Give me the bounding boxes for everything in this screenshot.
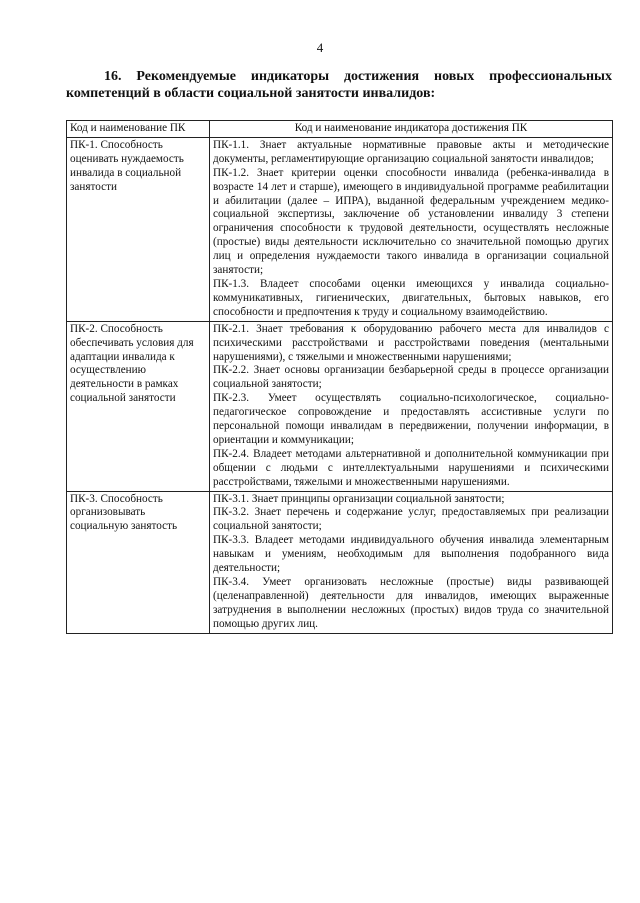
table-row (67, 137, 613, 321)
indicator-list (210, 491, 613, 633)
competency-name: ПК-3. Способность организовывать социальную занятость (67, 491, 210, 633)
section-heading: 16. Рекомендуемые индикаторы достижения новых профессиональных компетенций в области социальной занятости инвалидов: (66, 69, 612, 101)
competency-name: ПК-2. Способность обеспечивать условия для адаптации инвалида к осуществлению деятельности в рамках социальной занятости (67, 321, 210, 491)
indicator-item: ПК-3.1. Знает принципы организации социальной занятости; (213, 492, 505, 505)
indicator-list (210, 321, 613, 491)
table-row (67, 491, 613, 633)
indicator-item: ПК-2.2. Знает основы организации безбарьерной среды в процессе организации социальной занятости; (213, 364, 609, 391)
indicator-item: ПК-2.4. Владеет методами альтернативной и дополнительной коммуникации при общении с людьми с интеллектуальными нарушениями и психическими расстройствами, тяжелыми и множественными нарушениями. (213, 447, 609, 488)
indicators-table (66, 120, 613, 634)
table-row (67, 321, 613, 491)
competency-name: ПК-1. Способность оценивать нуждаемость инвалида в социальной занятости (67, 137, 210, 321)
indicator-list (210, 137, 613, 321)
indicator-item: ПК-2.1. Знает требования к оборудованию рабочего места для инвалидов с психическими расстройствами и расстройствами поведения (ментальными нарушениями), с тяжелыми и множественными нарушениями; (213, 322, 609, 363)
indicator-item: ПК-2.3. Умеет осуществлять социально-психологическое, социально-педагогическое сопровождение и предоставлять ассистивные услуги по персональной помощи инвалидам в передвижении, получении информации, в ориентации и коммуникации; (213, 392, 609, 446)
table-header-row (67, 121, 613, 138)
indicator-item: ПК-3.2. Знает перечень и содержание услуг, предоставляемых при реализации социальной занятости; (213, 506, 609, 533)
header-indicator: Код и наименование индикатора достижения ПК (210, 121, 613, 138)
indicator-item: ПК-1.1. Знает актуальные нормативные правовые акты и методические документы, регламентирующие организацию социальной занятости инвалидов; (213, 138, 609, 165)
indicator-item: ПК-1.2. Знает критерии оценки способности инвалида (ребенка-инвалида в возрасте 14 лет и старше), имеющего в индивидуальной программе реабилитации и абилитации (далее – ИПРА), выданной федеральным учреждением медико-социальной экспертизы, заключение об установлении инвалиду 3 степени ограничения способности к трудовой деятельности, осуществлять несложные (простые) виды деятельности исключительно со значительной помощью других лиц и определения нуждаемости такого инвалида в организации социальной занятости; (213, 166, 609, 277)
indicator-item: ПК-3.3. Владеет методами индивидуального обучения инвалида элементарным навыкам и умениям, необходимым для выполнения подобранного вида деятельности; (213, 534, 609, 575)
page-number: 4 (316, 40, 324, 55)
header-competency: Код и наименование ПК (67, 121, 210, 138)
indicator-item: ПК-1.3. Владеет способами оценки имеющихся у инвалида социально-коммуникативных, гигиенических, двигательных, бытовых навыков, его способности и предпочтения к труду и социальному взаимодействию. (213, 277, 609, 318)
indicator-item: ПК-3.4. Умеет организовать несложные (простые) виды развивающей (целенаправленной) деятельности для инвалидов, имеющих выраженные затруднения в выполнении несложных (простых) видов труда со значительной помощью других лиц. (213, 576, 609, 630)
